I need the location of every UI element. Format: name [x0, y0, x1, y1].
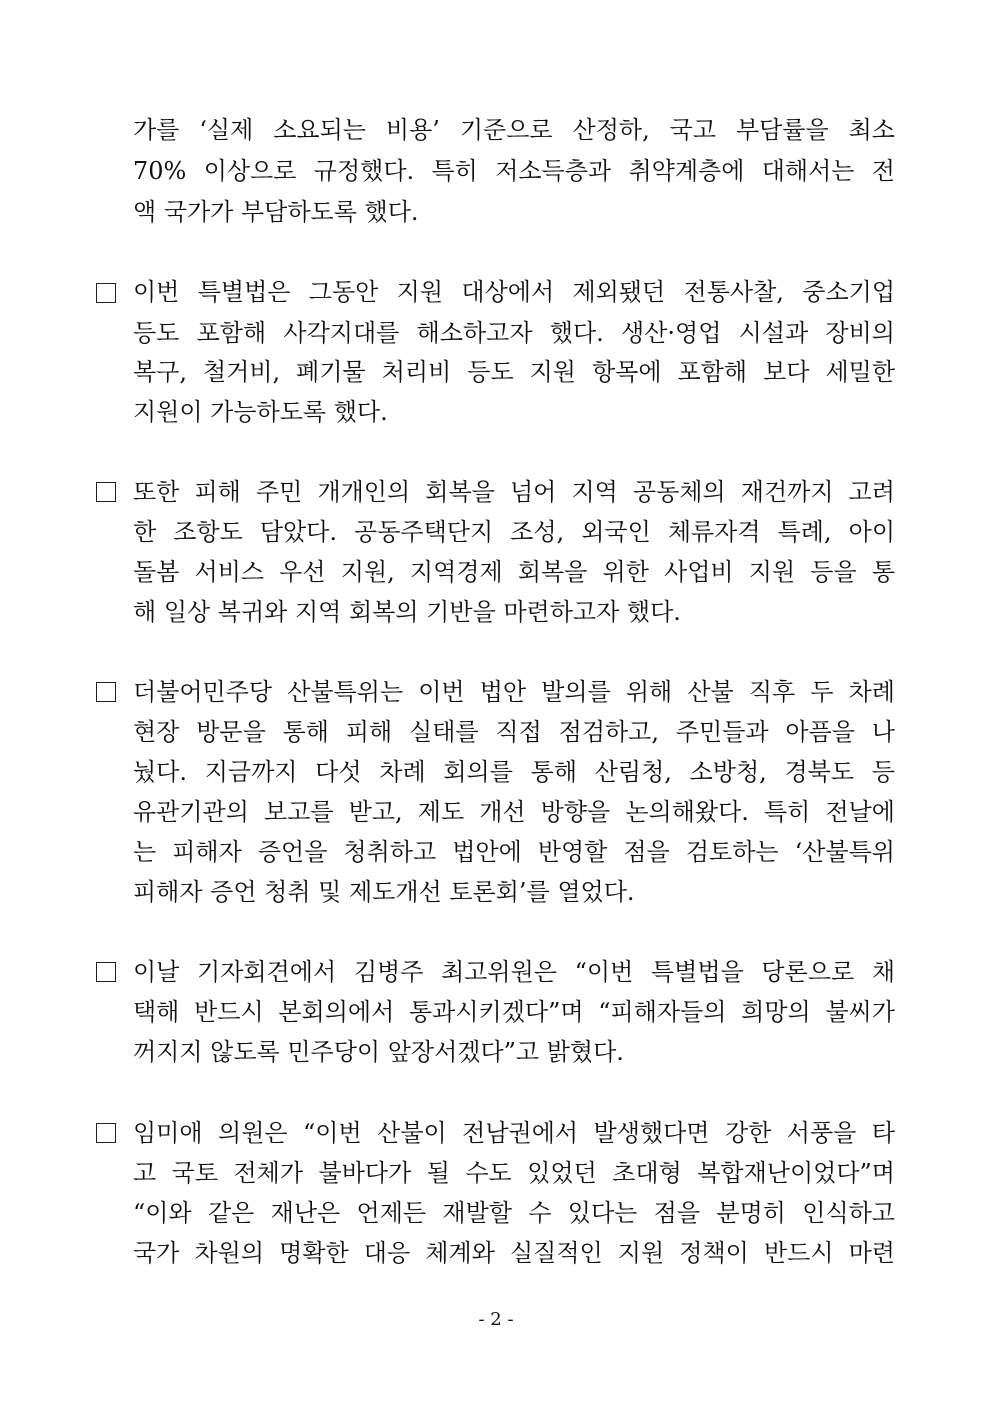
checkbox-bullet-icon: [96, 482, 116, 502]
text-line: 한 조항도 담았다. 공동주택단지 조성, 외국인 체류자격 특례, 아이: [133, 518, 895, 546]
text-line: 돌봄 서비스 우선 지원, 지역경제 회복을 위한 사업비 지원 등을 통: [133, 558, 895, 586]
text-line: 복구, 철거비, 폐기물 처리비 등도 지원 항목에 포함해 보다 세밀한: [133, 358, 895, 386]
text-line: 지원이 가능하도록 했다.: [133, 398, 388, 426]
text-line: 더불어민주당 산불특위는 이번 법안 발의를 위해 산불 직후 두 차례: [133, 678, 895, 706]
text-line: 유관기관의 보고를 받고, 제도 개선 방향을 논의해왔다. 특히 전날에: [133, 798, 895, 826]
text-line: 이날 기자회견에서 김병주 최고위원은 “이번 특별법을 당론으로 채: [133, 958, 895, 986]
checkbox-bullet-icon: [96, 962, 116, 982]
text-line: 이번 특별법은 그동안 지원 대상에서 제외됐던 전통사찰, 중소기업: [133, 278, 895, 306]
checkbox-bullet-icon: [96, 1123, 116, 1143]
text-line: 꺼지지 않도록 민주당이 앞장서겠다”고 밝혔다.: [133, 1038, 624, 1066]
text-line: 고 국토 전체가 불바다가 될 수도 있었던 초대형 복합재난이었다”며: [133, 1159, 895, 1187]
text-line: 는 피해자 증언을 청취하고 법안에 반영할 점을 검토하는 ‘산불특위: [133, 838, 895, 866]
checkbox-bullet-icon: [96, 682, 116, 702]
text-line: 국가 차원의 명확한 대응 체계와 실질적인 지원 정책이 반드시 마련: [133, 1239, 895, 1267]
text-line: 등도 포함해 사각지대를 해소하고자 했다. 생산·영업 시설과 장비의: [133, 319, 895, 347]
text-line: 액 국가가 부담하도록 했다.: [133, 198, 419, 226]
text-line: 피해자 증언 청취 및 제도개선 토론회’를 열었다.: [133, 878, 635, 906]
text-line: 또한 피해 주민 개개인의 회복을 넘어 지역 공동체의 재건까지 고려: [133, 478, 895, 506]
text-line: 눴다. 지금까지 다섯 차례 회의를 통해 산림청, 소방청, 경북도 등: [133, 758, 895, 786]
text-line: 택해 반드시 본회의에서 통과시키겠다”며 “피해자들의 희망의 불씨가: [133, 998, 895, 1026]
page-number: - 2 -: [478, 1309, 514, 1330]
text-line: 임미애 의원은 “이번 산불이 전남권에서 발생했다면 강한 서풍을 타: [133, 1119, 895, 1147]
text-line: “이와 같은 재난은 언제든 재발할 수 있다는 점을 분명히 인식하고: [133, 1199, 895, 1227]
text-line: 해 일상 복귀와 지역 회복의 기반을 마련하고자 했다.: [133, 598, 681, 626]
text-line: 가를 ‘실제 소요되는 비용’ 기준으로 산정하, 국고 부담률을 최소: [133, 116, 895, 144]
text-line: 현장 방문을 통해 피해 실태를 직접 점검하고, 주민들과 아픔을 나: [133, 718, 895, 746]
checkbox-bullet-icon: [96, 283, 116, 303]
text-line: 70% 이상으로 규정했다. 특히 저소득층과 취약계층에 대해서는 전: [133, 157, 895, 185]
